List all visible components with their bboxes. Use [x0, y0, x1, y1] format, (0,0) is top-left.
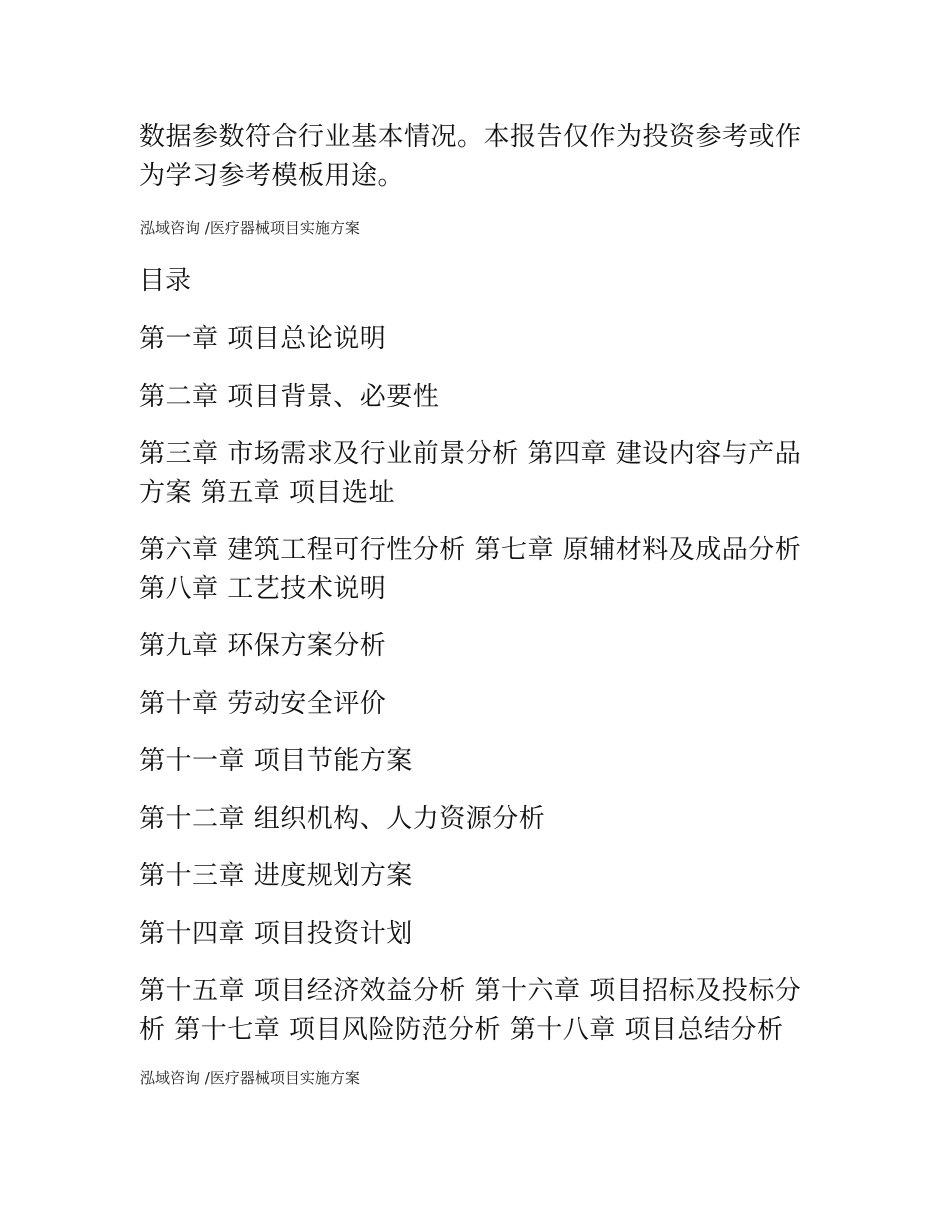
toc-title: 目录	[139, 266, 192, 296]
intro-paragraph: 数据参数符合行业基本情况。本报告仅作为投资参考或作为学习参考模板用途。	[139, 122, 802, 191]
toc-entry-chapter-11[interactable]: 第十一章 项目节能方案	[139, 746, 413, 776]
toc-entry-chapters-3-5[interactable]: 第三章 市场需求及行业前景分析 第四章 建设内容与产品方案 第五章 项目选址	[139, 439, 802, 508]
toc-entry-chapter-1[interactable]: 第一章 项目总论说明	[139, 324, 387, 354]
toc-entry-chapters-6-8[interactable]: 第六章 建筑工程可行性分析 第七章 原辅材料及成品分析 第八章 工艺技术说明	[139, 535, 802, 604]
toc-entry-chapter-2[interactable]: 第二章 项目背景、必要性	[139, 382, 440, 412]
toc-entry-chapter-9[interactable]: 第九章 环保方案分析	[139, 631, 387, 661]
running-header-top: 泓域咨询 /医疗器械项目实施方案	[140, 219, 360, 237]
toc-entry-chapter-10[interactable]: 第十章 劳动安全评价	[139, 689, 387, 719]
running-header-bottom: 泓域咨询 /医疗器械项目实施方案	[140, 1069, 360, 1087]
toc-entry-chapter-12[interactable]: 第十二章 组织机构、人力资源分析	[139, 804, 546, 834]
toc-entry-chapters-15-18[interactable]: 第十五章 项目经济效益分析 第十六章 项目招标及投标分析 第十七章 项目风险防范分析 第十八章 项目总结分析	[139, 976, 802, 1045]
toc-entry-chapter-13[interactable]: 第十三章 进度规划方案	[139, 861, 413, 891]
toc-entry-chapter-14[interactable]: 第十四章 项目投资计划	[139, 919, 413, 949]
